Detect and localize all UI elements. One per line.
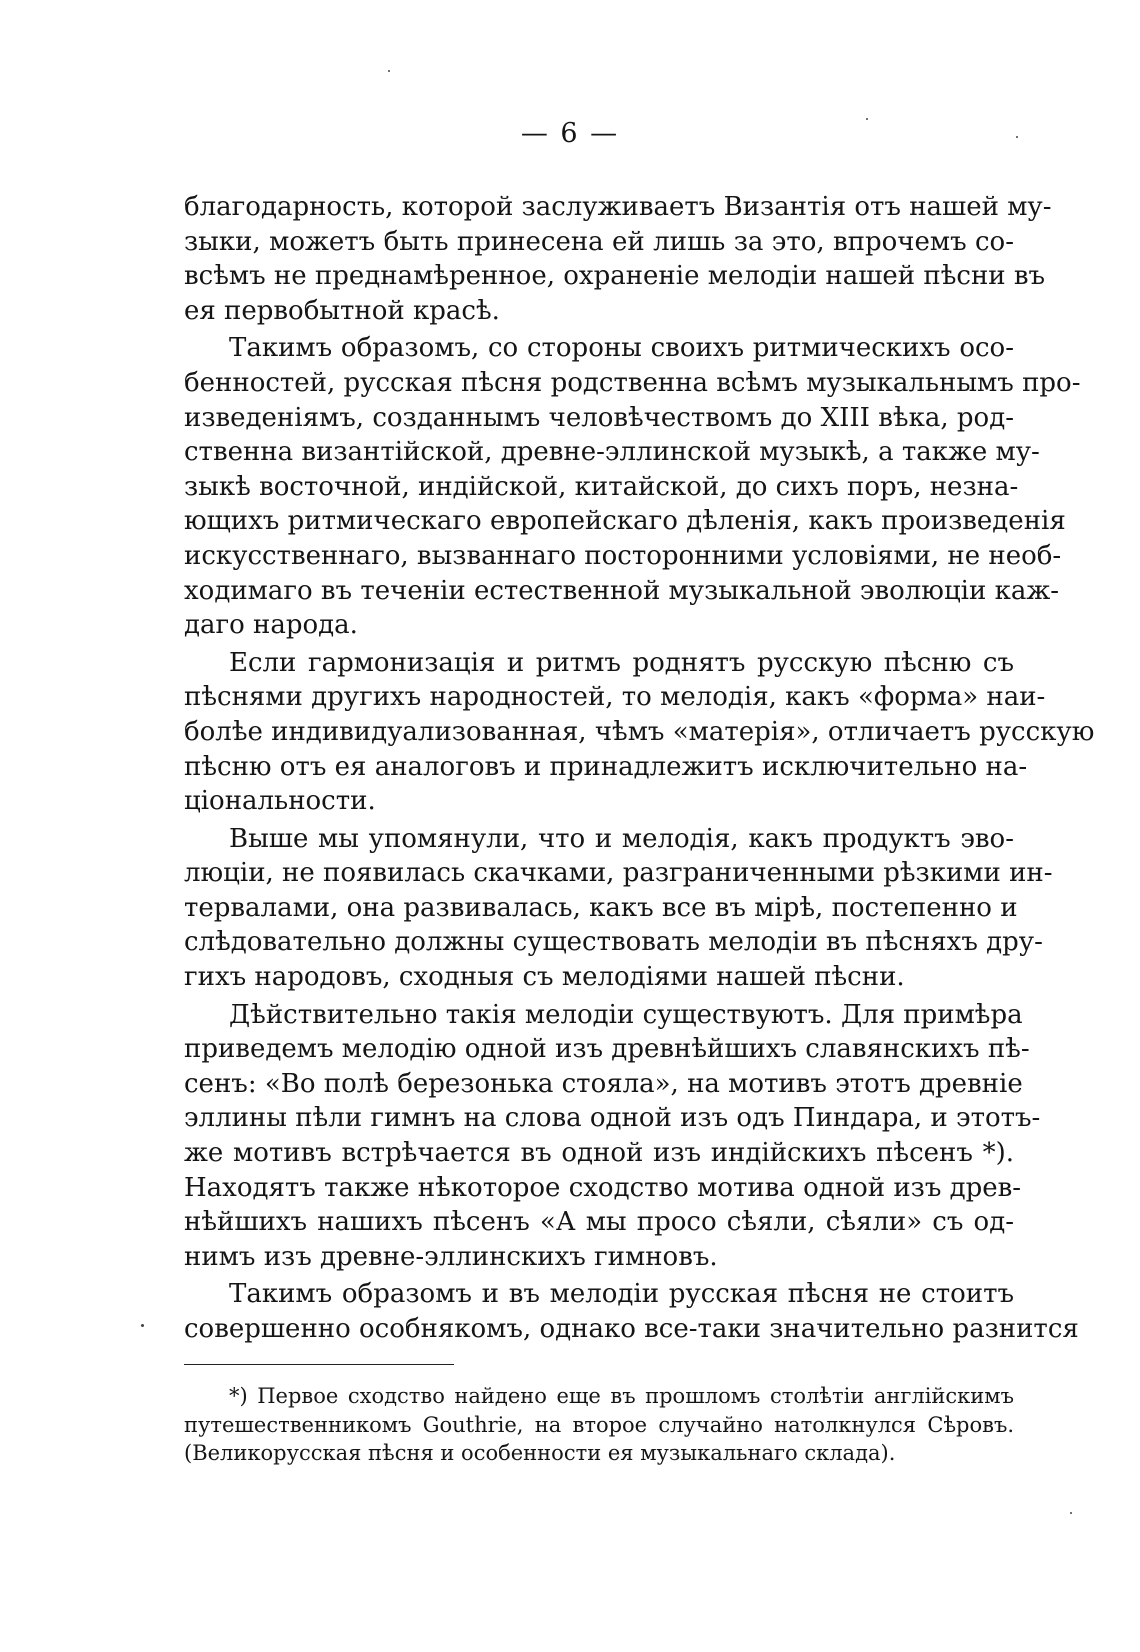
text-line: сенъ: «Во полѣ березонька стояла», на мотивъ этотъ древніе	[184, 1068, 1023, 1099]
footnote	[184, 1382, 1014, 1468]
text-line: гихъ народовъ, сходныя съ мелодіями нашей пѣсни.	[184, 962, 905, 993]
text-line: слѣдовательно должны существовать мелодіи въ пѣсняхъ дру-	[184, 927, 1043, 958]
paragraph-first-line: Выше мы упомянули, что и мелодія, какъ продуктъ эво-	[229, 823, 1014, 854]
scan-speck	[141, 1324, 144, 1327]
scan-speck	[1016, 136, 1018, 138]
text-line: ственна византійской, древне-эллинской музыкѣ, а также му-	[184, 437, 1040, 468]
scan-speck	[388, 70, 390, 72]
paragraph-first-line: Такимъ образомъ, со стороны своихъ ритмическихъ осо-	[229, 333, 1014, 364]
page-number: — 6 —	[520, 118, 620, 149]
text-line: тервалами, она развивалась, какъ все въ мірѣ, постепенно и	[184, 892, 1018, 923]
scan-speck	[866, 118, 868, 120]
text-line: нѣйшихъ нашихъ пѣсенъ «А мы просо сѣяли, сѣяли» съ од-	[184, 1207, 1014, 1238]
text-line: всѣмъ не преднамѣренное, охраненіе мелодіи нашей пѣсни въ	[184, 261, 1046, 292]
text-line: ея первобытной красѣ.	[184, 295, 500, 326]
paragraph-first-line: Такимъ образомъ и въ мелодіи русская пѣсня не стоитъ	[229, 1279, 1014, 1310]
text-line: искусственнаго, вызваннаго посторонними условіями, не необ-	[184, 540, 1062, 571]
text-line: ющихъ ритмическаго европейскаго дѣленія, какъ произведенія	[184, 506, 1066, 537]
footnote-divider	[184, 1364, 454, 1365]
scan-speck	[1070, 1512, 1072, 1514]
paragraph-first-line: Если гармонизація и ритмъ роднятъ русскую пѣсню съ	[229, 647, 1014, 678]
text-line: Находятъ также нѣкоторое сходство мотива одной изъ древ-	[184, 1172, 1022, 1203]
text-line: нимъ изъ древне-эллинскихъ гимновъ.	[184, 1241, 718, 1272]
text-line: пѣснями другихъ народностей, то мелодія, какъ «форма» наи-	[184, 682, 1046, 713]
text-line: бенностей, русская пѣсня родственна всѣмъ музыкальнымъ про-	[184, 367, 1081, 398]
footnote-line: *) Первое сходство найдено еще въ прошломъ столѣтіи англійскимъ	[229, 1384, 1014, 1408]
text-line: приведемъ мелодію одной изъ древнѣйшихъ славянскихъ пѣ-	[184, 1034, 1030, 1065]
text-line: люціи, не появилась скачками, разграниченными рѣзкими ин-	[184, 858, 1053, 889]
text-line: даго народа.	[184, 610, 358, 641]
text-line: ціональности.	[184, 786, 376, 817]
text-line: зыки, можетъ быть принесена ей лишь за это, впрочемъ со-	[184, 226, 1014, 257]
footnote-line: путешественникомъ Gouthrie, на второе случайно натолкнулся Сѣровъ.	[184, 1412, 1014, 1437]
text-line: благодарность, которой заслуживаетъ Византія отъ нашей му-	[184, 192, 1052, 222]
text-line: совершенно особнякомъ, однако все-таки значительно разнится	[184, 1314, 1079, 1344]
footnote-line: (Великорусская пѣсня и особенности ея музыкальнаго склада).	[184, 1441, 896, 1465]
text-line: эллины пѣли гимнъ на слова одной изъ одъ Пиндара, и этотъ-	[184, 1103, 1041, 1134]
text-line: болѣе индивидуализованная, чѣмъ «матерія», отличаетъ русскую	[184, 716, 1095, 747]
text-line: зыкѣ восточной, индійской, китайской, до сихъ поръ, незна-	[184, 471, 1019, 502]
text-line: пѣсню отъ ея аналоговъ и принадлежитъ исключительно на-	[184, 751, 1028, 782]
text-line: же мотивъ встрѣчается въ одной изъ индійскихъ пѣсенъ *).	[184, 1138, 1014, 1169]
paragraph-first-line: Дѣйствительно такія мелодіи существуютъ. Для примѣра	[229, 999, 1023, 1030]
body-text	[184, 190, 1095, 1347]
text-line: ходимаго въ теченіи естественной музыкальной эволюціи каж-	[184, 575, 1060, 606]
text-line: изведеніямъ, созданнымъ человѣчествомъ до XIII вѣка, род-	[184, 402, 1014, 433]
